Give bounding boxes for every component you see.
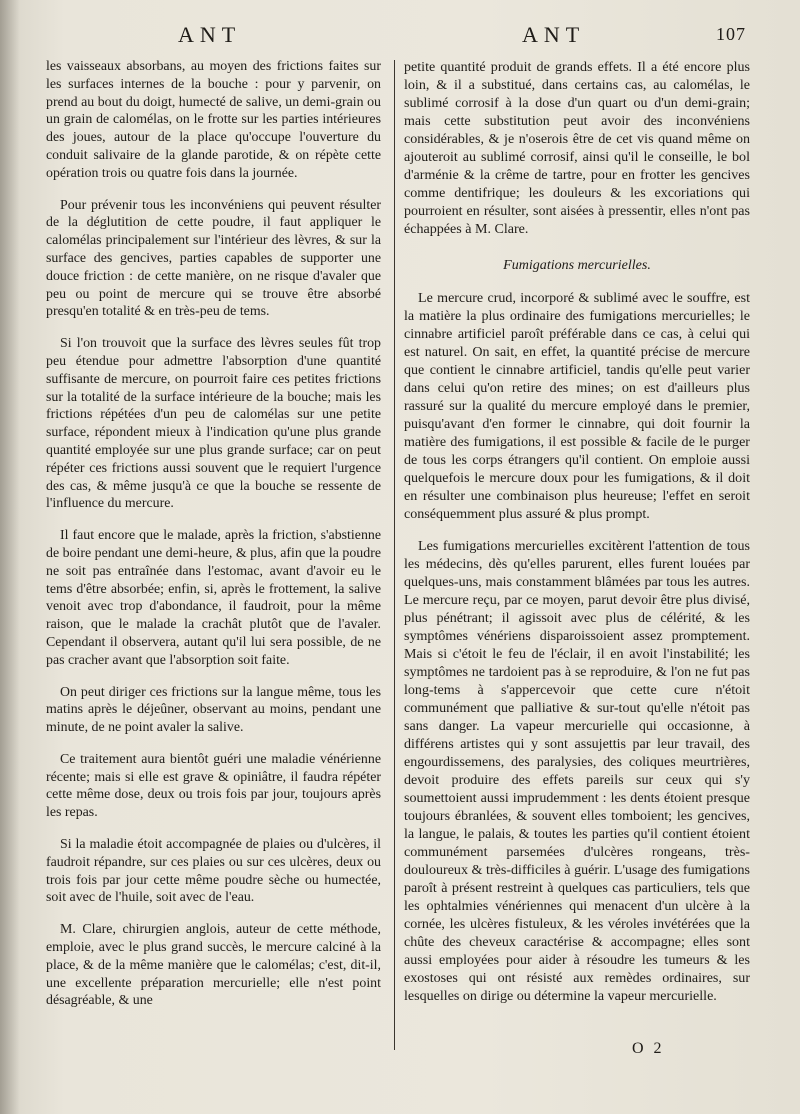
right-column — [404, 58, 750, 1020]
page-number: 107 — [716, 24, 746, 44]
paragraph: M. Clare, chirurgien anglois, auteur de cette méthode, emploie, avec le plus grand succès, le mercure calciné à la place, & de la même manière que le calomélas; c'est, dit-il, une excellente préparation mercurielle; elle n'est point désagréable, & une — [46, 922, 381, 1009]
paragraph: Il faut encore que le malade, après la friction, s'abstienne de boire pendant une demi-heure, & plus, afin que la poudre ne soit pas entraînée dans l'estomac, avant d'avoir eu le tems d'être absorbée; enfin, si, après le frottement, la salive venoit avec trop d'abondance, il faudroit, pour la même raison, que le malade la crachât plutôt que de l'avaler. Cependant il observera, autant qu'il lui sera possible, de ne pas cracher avant que l'absorption soit faite. — [46, 528, 381, 668]
paragraph: On peut diriger ces frictions sur la langue même, tous les matins après le déjeûner, observant au moins, pendant une minute, de ne point avaler la salive. — [46, 684, 381, 736]
paragraph: Pour prévenir tous les inconvéniens qui peuvent résulter de la déglutition de cette poudre, il faut appliquer le calomélas principalement sur l'intérieur des lèvres, & sur la surface des gencives, parties capables de supporter une douce friction : de cette manière, on ne risque d'avaler que peu ou point de mercure qui se trouve être absorbé presqu'en totalité & en très-peu de tems. — [46, 197, 381, 320]
paragraph: Si la maladie étoit accompagnée de plaies ou d'ulcères, il faudroit répandre, sur ces plaies ou sur ces ulcères, deux ou trois fois par jour cette même poudre sèche ou humectée, soit avec de l'huile, soit avec de l'eau. — [46, 837, 381, 906]
signature-mark: O 2 — [632, 1040, 665, 1057]
paragraph: les vaisseaux absorbans, au moyen des frictions faites sur les surfaces internes de la bouche : pour y parvenir, on prend au bout du doigt, humecté de salive, un demi-grain ou un grain de calomélas, on le frotte sur les parties intérieures des joues, autour de la place qu'occupe l'ouverture du conduit salivaire de la glande parotide, & on répète cette opération trois ou quatre fois dans la journée. — [46, 59, 381, 181]
left-column — [46, 58, 381, 1024]
section-title: Fumigations mercurielles. — [503, 257, 651, 273]
paragraph: Ce traitement aura bientôt guéri une maladie vénérienne récente; mais si elle est grave & opiniâtre, il faudra répéter cette même dose, deux ou trois fois par jour, toujours après les repas. — [46, 751, 381, 821]
paragraph: petite quantité produit de grands effets. Il a été encore plus loin, & il a substitué, dans certains cas, au calomélas, le sublimé corrosif à la dose d'un quart ou d'un demi-grain; mais cette substitution peut avoir des inconvéniens considérables, & je n'oserois être de cet vis quand même on ajouteroit au sublimé corrosif, ainsi qu'il le conseille, le bol d'arménie & la crême de tartre, pour en frotter les gencives comme dentifrique; les douleurs & les excoriations qui pourroient en résulter, sont aisées à pressentir, elles n'ont pas échappées à M. Clare. — [404, 59, 750, 237]
running-head-left: ANT — [178, 22, 242, 47]
paragraph: Si l'on trouvoit que la surface des lèvres seules fût trop peu étendue pour admettre l'absorption d'une quantité suffisante de mercure, on pourroit faire ces petites frictions sur la totalité de la surface intérieure de la bouche; mais les frictions répétées d'un peu de calomélas sur une petite surface, répondent mieux à l'indication qu'une plus grande quantité employée sur une plus grande surface; car on peut répéter ces frictions aussi souvent que le requiert l'urgence des cas, & même jusqu'à ce que la bouche se ressente de l'influence du mercure. — [46, 336, 381, 512]
paragraph: Les fumigations mercurielles excitèrent l'attention de tous les médecins, dès qu'elles parurent, elles furent louées par quelques-uns, mais constamment blâmées par tous les autres. Le mercure reçu, par ce moyen, parut devoir être plus divisé, plus pénétrant; il agissoit avec plus de célérité, & les symptômes vénériens disparoissoient assez promptement. Mais si c'étoit le feu de l'éclair, il en avoit l'instabilité; les symptômes ne tardoient pas à se reproduire, & l'on ne fut pas long-tems à s'appercevoir que cette cure n'étoit communément que palliative & sur-tout qu'elle n'étoit pas sans danger. La vapeur mercurielle qui occasionne, à différens artistes qui y sont assujettis par leur travail, des engourdissemens, des paralysies, des coliques meurtrières, devoit produire des effets pareils sur ceux qui s'y soumettoient aussi imprudemment : les dents étoient presque toujours ébranlées, & souvent elles tomboient; les gencives, la langue, le palais, & toutes les parties qu'il contient étoient communément parsemées d'ulcères rongeans, très-douloureux & très-difficiles à guérir. L'usage des fumigations paroît à présent restreint à quelques cas particuliers, tels que les ophtalmies vénériennes qui menacent d'un ulcère à la cornée, les ulcères fistuleux, & les véroles invétérées que la chûte des cheveux caractérise & accompagne; elles sont aussi employées pour aider à résoudre les tumeurs & les exostoses qui ont résisté aux remèdes ordinaires, sur lesquelles on dirige ou détermine la vapeur mercurielle. — [404, 538, 750, 1004]
running-head-right: ANT — [522, 22, 586, 47]
binding-shadow — [0, 0, 20, 1114]
paragraph: Le mercure crud, incorporé & sublimé avec le souffre, est la matière la plus ordinaire des fumigations mercurielles; le cinnabre artificiel paroît préférable dans ce cas, à celui qui est naturel. On sait, en effet, la quantité précise de mercure que contient le cinnabre artificiel, tandis qu'elle peut varier dans celui qu'on retire des mines; on est d'ailleurs plus rassuré sur la qualité du mercure employé dans le premier, puisqu'avant d'en former le cinnabre, qui doit fournir la matière des fumigations, il est possible & facile de le purger de tous les corps étrangers qu'il contient. On emploie aussi quelquefois le mercure doux pour les fumigations, & il doit en résulter une combinaison plus heureuse; l'effet en seroit conséquemment plus assuré & plus prompt. — [404, 289, 750, 522]
column-divider — [394, 60, 395, 1050]
